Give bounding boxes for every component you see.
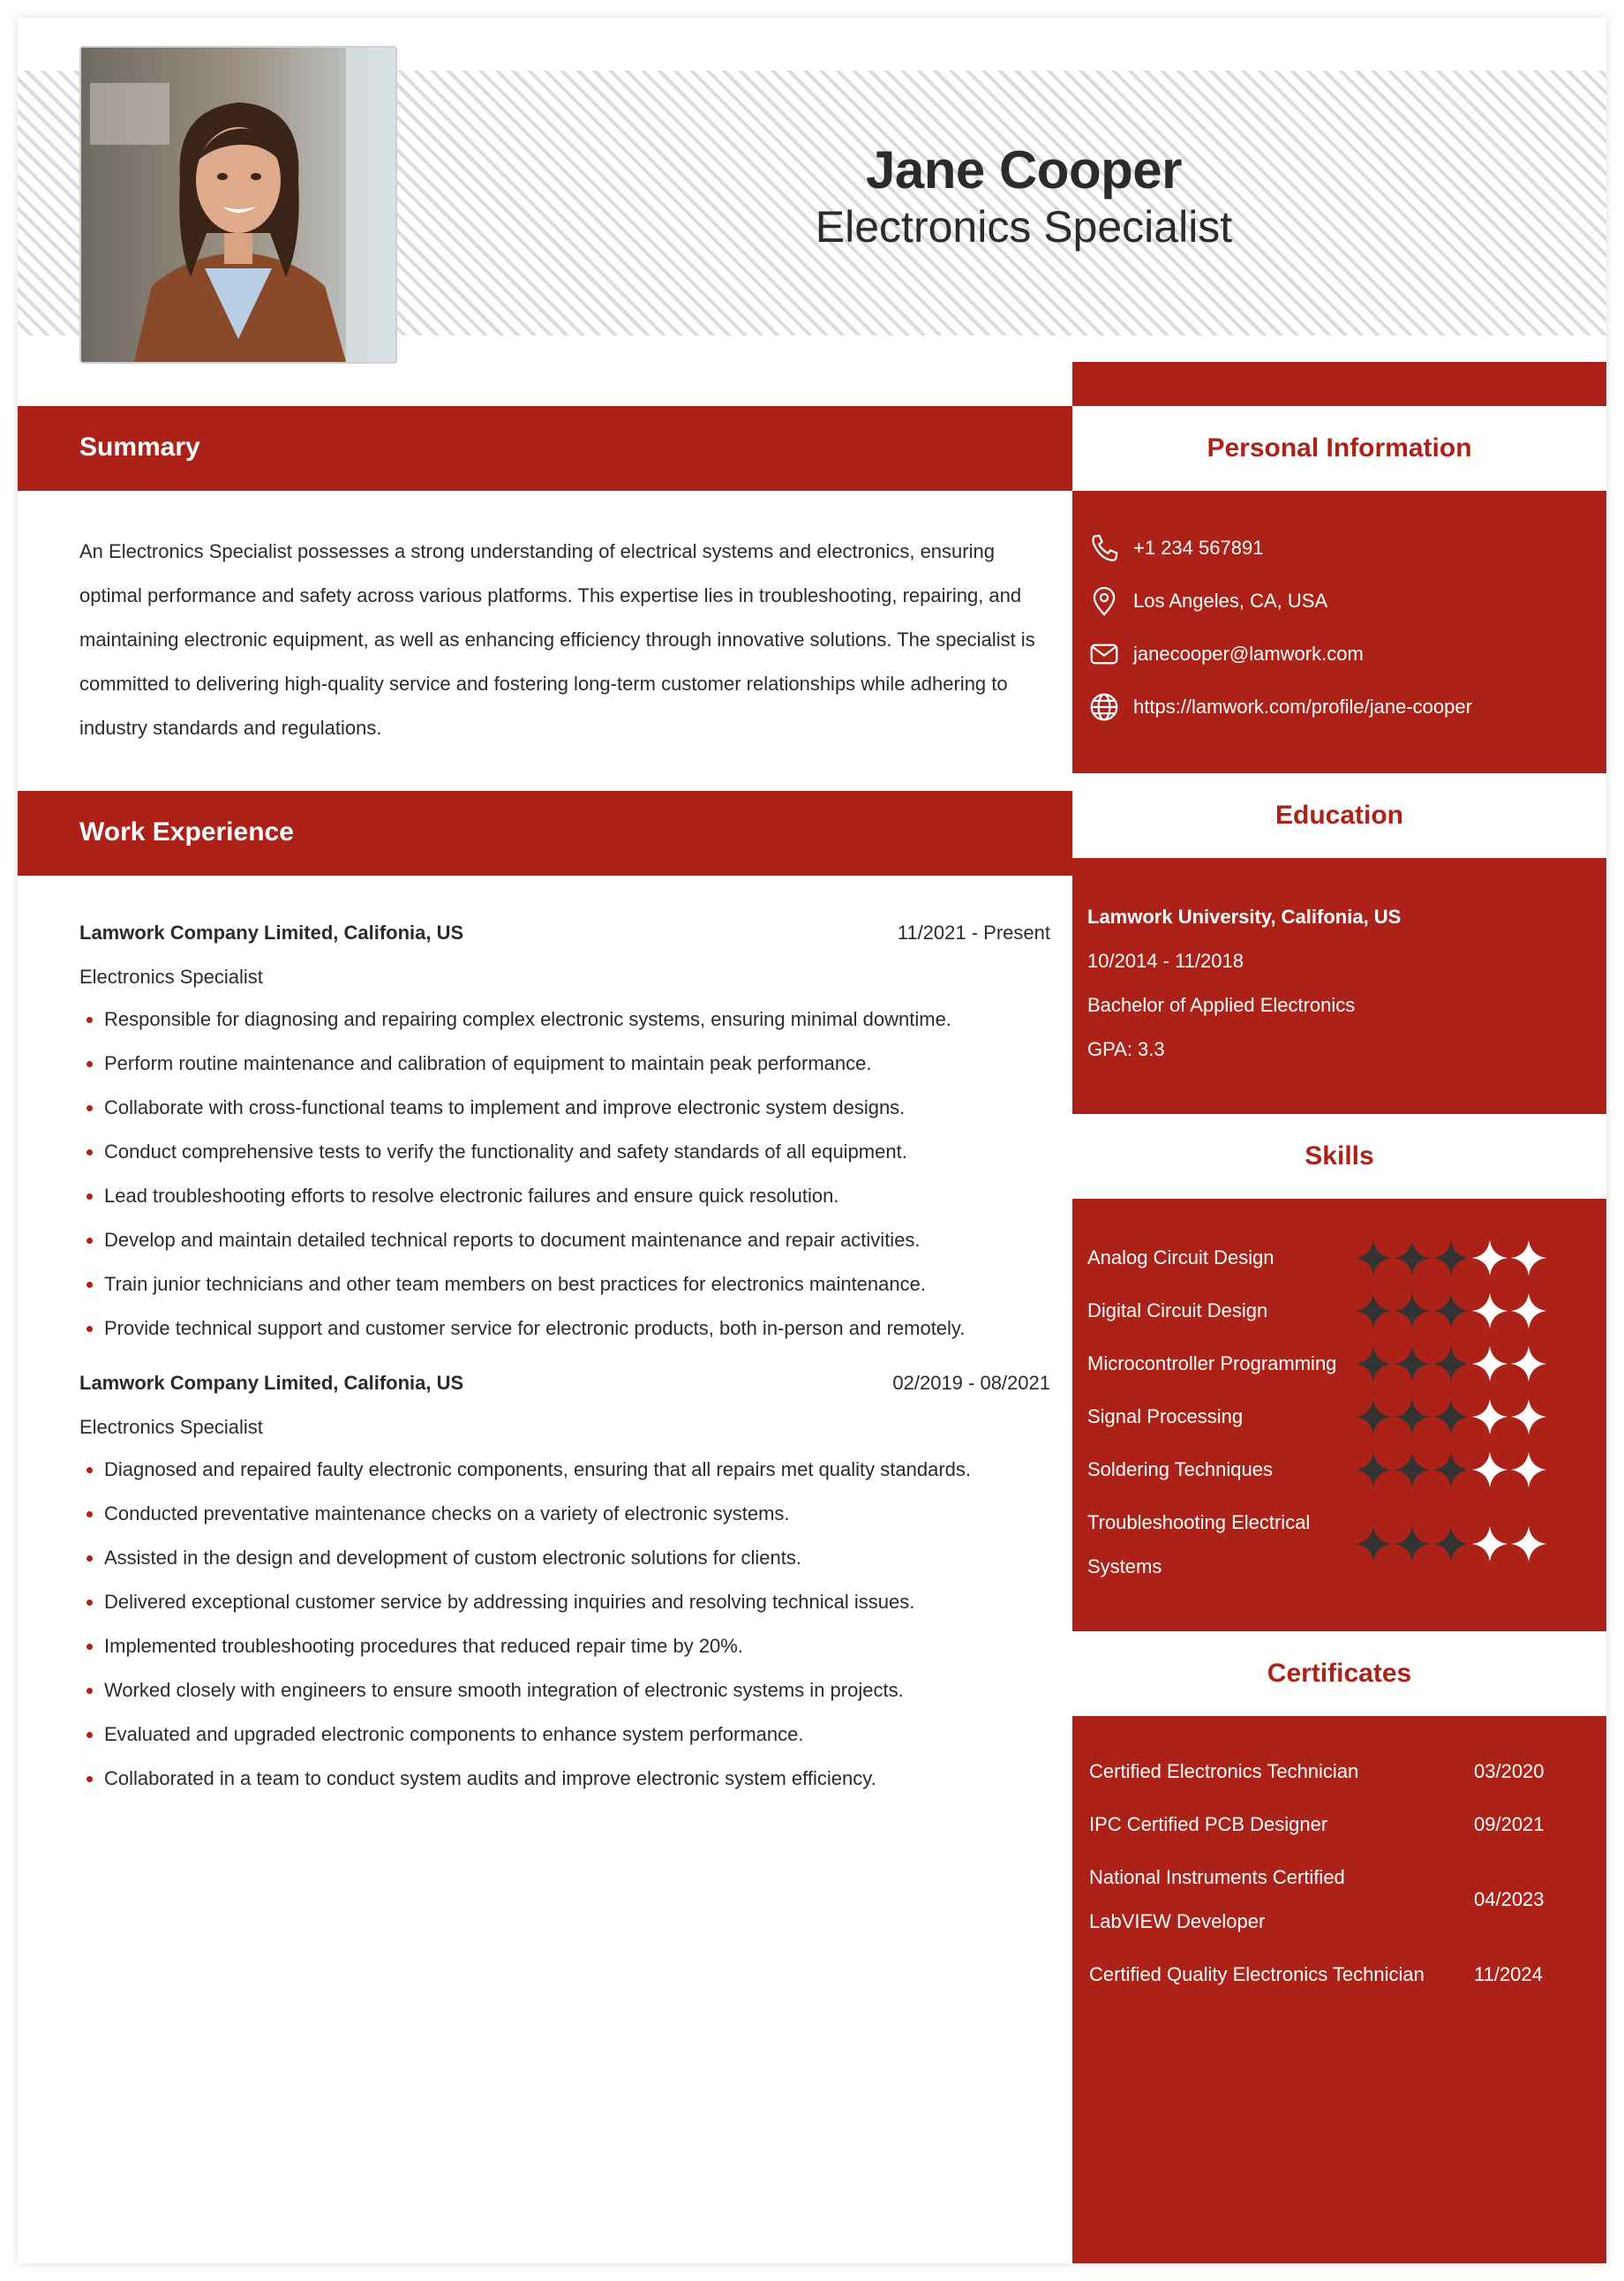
skills-heading: Skills — [1072, 1114, 1606, 1199]
skill-rating — [1354, 1291, 1548, 1330]
star-filled-icon — [1354, 1450, 1393, 1489]
certificate-date: 09/2021 — [1474, 1813, 1545, 1835]
job-bullet-list — [79, 997, 1068, 1351]
star-filled-icon — [1432, 1397, 1470, 1436]
job-bullet: Responsible for diagnosing and repairing complex electronic systems, ensuring minimal downtime. — [79, 997, 1068, 1042]
contact-website — [1087, 689, 1599, 727]
skill-name: Troubleshooting Electrical Systems — [1087, 1511, 1311, 1577]
star-filled-icon — [1393, 1397, 1432, 1436]
star-empty-icon — [1509, 1524, 1548, 1563]
star-empty-icon — [1509, 1238, 1548, 1277]
job-bullet: Conduct comprehensive tests to verify the functionality and safety standards of all equipment. — [79, 1130, 1068, 1174]
education-heading: Education — [1072, 773, 1606, 858]
job-bullet-list — [79, 1448, 1068, 1801]
personal-info-heading: Personal Information — [1072, 406, 1606, 491]
star-filled-icon — [1432, 1238, 1470, 1277]
job-bullet: Diagnosed and repaired faulty electronic components, ensuring that all repairs met quality standards. — [79, 1448, 1068, 1492]
job-bullet: Implemented troubleshooting procedures that reduced repair time by 20%. — [79, 1624, 1068, 1668]
skill-name: Analog Circuit Design — [1087, 1246, 1274, 1268]
job-role: Electronics Specialist — [79, 1416, 263, 1438]
star-filled-icon — [1354, 1291, 1393, 1330]
star-filled-icon — [1432, 1524, 1470, 1563]
star-filled-icon — [1393, 1291, 1432, 1330]
job-bullet: Develop and maintain detailed technical reports to document maintenance and repair activities. — [79, 1218, 1068, 1262]
star-empty-icon — [1509, 1344, 1548, 1383]
envelope-icon — [1087, 637, 1121, 671]
skill-rating — [1354, 1397, 1548, 1436]
certificate-date: 03/2020 — [1474, 1760, 1545, 1782]
education-degree: Bachelor of Applied Electronics — [1087, 994, 1356, 1016]
job-bullet: Train junior technicians and other team members on best practices for electronics maintenance. — [79, 1262, 1068, 1306]
location-text: Los Angeles, CA, USA — [1133, 590, 1328, 612]
website-link[interactable]: https://lamwork.com/profile/jane-cooper — [1133, 696, 1472, 718]
star-filled-icon — [1354, 1238, 1393, 1277]
education-school: Lamwork University, Califonia, US — [1087, 906, 1402, 928]
star-filled-icon — [1393, 1450, 1432, 1489]
job-bullet: Conducted preventative maintenance checks on a variety of electronic systems. — [79, 1492, 1068, 1536]
job-company: Lamwork Company Limited, Califonia, US — [79, 1372, 464, 1394]
job-bullet: Assisted in the design and development of custom electronic solutions for clients. — [79, 1536, 1068, 1580]
summary-text: An Electronics Specialist possesses a strong understanding of electrical systems and electronics, ensuring optimal performance and safety across various platforms. This expertise lies in troubleshooting, repairing, and maintaining electronic equipment, as well as enhancing efficiency through innovative solutions. The specialist is committed to delivering high-quality service and fostering long-term customer relationships while adhering to industry standards and regulations. — [79, 540, 1035, 739]
star-filled-icon — [1354, 1397, 1393, 1436]
certificate-name: National Instruments Certified LabVIEW Developer — [1089, 1866, 1345, 1932]
star-filled-icon — [1393, 1344, 1432, 1383]
certificate-date: 11/2024 — [1474, 1963, 1543, 1985]
skill-rating — [1354, 1524, 1548, 1563]
star-filled-icon — [1432, 1344, 1470, 1383]
job-bullet: Evaluated and upgraded electronic components to enhance system performance. — [79, 1713, 1068, 1757]
job-bullet: Provide technical support and customer service for electronic products, both in-person and remotely. — [79, 1306, 1068, 1351]
work-heading-bar — [18, 791, 1072, 876]
location-pin-icon — [1087, 584, 1121, 618]
star-empty-icon — [1470, 1524, 1509, 1563]
skill-rating — [1354, 1344, 1548, 1383]
star-empty-icon — [1470, 1397, 1509, 1436]
profile-photo-image — [81, 48, 395, 362]
contact-phone — [1087, 530, 1599, 568]
star-filled-icon — [1393, 1524, 1432, 1563]
star-filled-icon — [1354, 1524, 1393, 1563]
star-empty-icon — [1509, 1450, 1548, 1489]
candidate-title: Electronics Specialist — [815, 202, 1233, 252]
job-bullet: Perform routine maintenance and calibration of equipment to maintain peak performance. — [79, 1042, 1068, 1086]
star-filled-icon — [1432, 1450, 1470, 1489]
job-bullet: Collaborated in a team to conduct system audits and improve electronic system efficiency. — [79, 1757, 1068, 1801]
contact-location — [1087, 583, 1599, 621]
profile-photo — [79, 46, 397, 364]
certificates-heading: Certificates — [1072, 1631, 1606, 1716]
job-bullet: Lead troubleshooting efforts to resolve electronic failures and ensure quick resolution. — [79, 1174, 1068, 1218]
job-dates: 02/2019 - 08/2021 — [892, 1372, 1050, 1394]
star-empty-icon — [1470, 1450, 1509, 1489]
contact-email — [1087, 636, 1599, 674]
skill-rating — [1354, 1450, 1548, 1489]
star-empty-icon — [1470, 1344, 1509, 1383]
job-dates: 11/2021 - Present — [897, 922, 1050, 944]
star-empty-icon — [1470, 1291, 1509, 1330]
skill-name: Soldering Techniques — [1087, 1458, 1273, 1480]
job-company: Lamwork Company Limited, Califonia, US — [79, 922, 464, 944]
certificate-date: 04/2023 — [1474, 1888, 1545, 1910]
resume-page — [18, 18, 1606, 2263]
skill-name: Digital Circuit Design — [1087, 1299, 1268, 1321]
job-bullet: Collaborate with cross-functional teams to implement and improve electronic system designs. — [79, 1086, 1068, 1130]
work-heading: Work Experience — [79, 817, 294, 847]
certificate-name: Certified Electronics Technician — [1089, 1760, 1359, 1782]
star-filled-icon — [1393, 1238, 1432, 1277]
certificate-name: IPC Certified PCB Designer — [1089, 1813, 1328, 1835]
star-filled-icon — [1354, 1344, 1393, 1383]
education-dates: 10/2014 - 11/2018 — [1087, 950, 1244, 972]
job-bullet: Worked closely with engineers to ensure smooth integration of electronic systems in projects. — [79, 1668, 1068, 1713]
star-empty-icon — [1509, 1397, 1548, 1436]
phone-icon — [1087, 531, 1121, 565]
certificate-name: Certified Quality Electronics Technician — [1089, 1963, 1425, 1985]
star-filled-icon — [1432, 1291, 1470, 1330]
education-gpa: GPA: 3.3 — [1087, 1038, 1165, 1060]
star-empty-icon — [1470, 1238, 1509, 1277]
skill-name: Microcontroller Programming — [1087, 1352, 1337, 1374]
summary-heading: Summary — [79, 433, 200, 462]
job-role: Electronics Specialist — [79, 966, 263, 988]
candidate-name: Jane Cooper — [866, 140, 1182, 199]
skill-rating — [1354, 1238, 1548, 1277]
globe-icon — [1087, 690, 1121, 724]
phone-text[interactable]: +1 234 567891 — [1133, 537, 1264, 559]
email-link[interactable]: janecooper@lamwork.com — [1133, 643, 1364, 665]
job-bullet: Delivered exceptional customer service by addressing inquiries and resolving technical issues. — [79, 1580, 1068, 1624]
summary-heading-bar — [18, 406, 1072, 491]
star-empty-icon — [1509, 1291, 1548, 1330]
skill-name: Signal Processing — [1087, 1405, 1244, 1427]
